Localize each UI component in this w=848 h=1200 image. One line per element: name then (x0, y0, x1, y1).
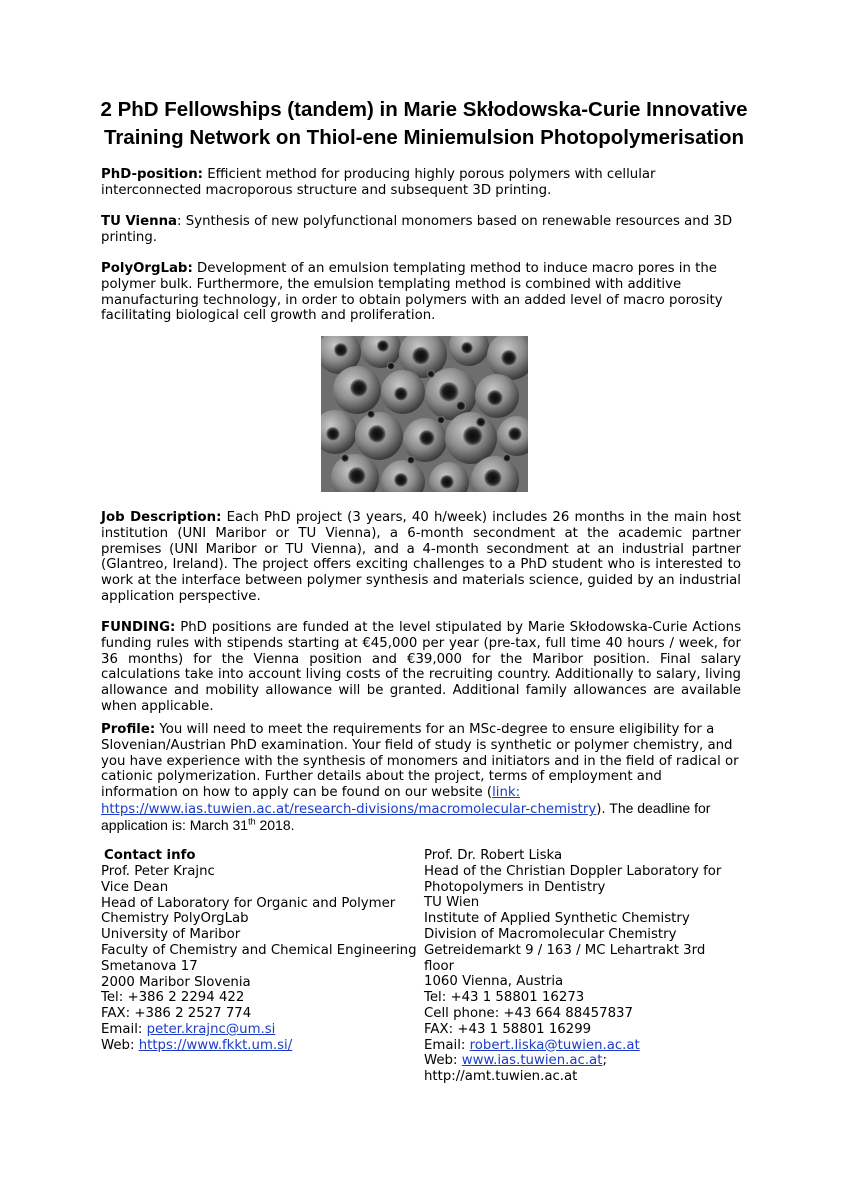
phd-position-label: PhD-position: (101, 167, 203, 182)
email-link-liska[interactable]: robert.liska@tuwien.ac.at (469, 1037, 640, 1053)
web-separator: ; (602, 1053, 607, 1069)
funding-text: PhD positions are funded at the level stipulated by Marie Skłodowska-Curie Actions funding rules with stipends starting at €45,000 per year (pre-tax, full time 40 hours / week, for 36 months) for the Vienna position and €39,000 for the Maribor position. Final salary calculations take into account living costs of the recruiting country. Additionally to salary, living allowance and mobility allowance will be granted. Additional family allowances are available when applicable. (101, 620, 741, 714)
contact-right-line: Division of Macromolecular Chemistry (424, 926, 677, 942)
tu-vienna-text: : Synthesis of new polyfunctional monomers based on renewable resources and 3D printing. (101, 214, 733, 245)
polyorglab-paragraph (101, 261, 741, 324)
phd-position-text: Efficient method for producing highly porous polymers with cellular interconnected macroporous structure and subsequent 3D printing. (101, 167, 656, 198)
contact-heading: Contact info (104, 848, 196, 863)
contact-left-line: FAX: +386 2 2527 774 (101, 1006, 252, 1022)
contact-right-line: TU Wien (424, 895, 480, 911)
web-label: Web: (101, 1037, 139, 1053)
profile-text: You will need to meet the requirements for an MSc-degree to ensure eligibility for a Slovenian/Austrian PhD examination. Your field of study is synthetic or polymer chemistry, and you have experience with the synthesis of monomers and initiators and in the field of radical or cationic polymerization. Further details about the project, terms of employment and information on how to apply can be found on our website ( (101, 722, 739, 801)
contact-left-line: Head of Laboratory for Organic and Polymer (101, 895, 396, 911)
contact-right-line: Institute of Applied Synthetic Chemistry (424, 911, 690, 927)
contact-left-web-row (101, 1038, 401, 1054)
contact-left-email-row (101, 1022, 401, 1038)
polyorglab-text: Development of an emulsion templating method to induce macro pores in the polymer bulk. Furthermore, the emulsion templating method is combined with additive manufacturing technology, in order to obtain polymers with an added level of macro porosity facilitating biological cell growth and proliferation. (101, 261, 723, 324)
profile-after-link: ). (596, 801, 606, 817)
contact-right-line: floor (424, 958, 455, 974)
contact-left-line: Tel: +386 2 2294 422 (101, 990, 245, 1006)
contact-right-line: 1060 Vienna, Austria (424, 974, 564, 990)
contact-right-line: Tel: +43 1 58801 16273 (424, 990, 585, 1006)
profile-paragraph (101, 722, 741, 835)
email-link-krajnc[interactable]: peter.krajnc@um.si (146, 1021, 276, 1037)
contact-right-line: Head of the Christian Doppler Laboratory for (424, 863, 722, 879)
deadline-sup: th (248, 816, 256, 827)
contact-right-email-row (424, 1038, 724, 1054)
job-description-text: Each PhD project (3 years, 40 h/week) includes 26 months in the main host institution (UNI Maribor or TU Vienna), a 6-month secondment at the academic partner premises (UNI Maribor or TU Vienna), and a 4-month secondment at an industrial partner (Glantreo, Ireland). The project offers exciting challenges to a PhD student who is interested to work at the interface between polymer synthesis and materials science, guided by an industrial application perspective. (101, 510, 741, 604)
job-description-paragraph (101, 510, 741, 605)
page-title: 2 PhD Fellowships (tandem) in Marie Skłodowska-Curie Innovative Training Network on Thiol-ene Miniemulsion Photopolymerisation (100, 98, 748, 149)
research-division-link[interactable]: link: https://www.ias.tuwien.ac.at/research-divisions/macromolecular-chemistry (101, 785, 597, 817)
contact-right-line: Getreidemarkt 9 / 163 / MC Lehartrakt 3rd (424, 942, 706, 958)
contact-right-line: Photopolymers in Dentistry (424, 879, 606, 895)
email-label: Email: (424, 1037, 470, 1053)
contact-right-line: FAX: +43 1 58801 16299 (424, 1021, 592, 1037)
web-label: Web: (424, 1053, 462, 1069)
tu-vienna-label: TU Vienna (101, 214, 178, 229)
contact-left-line: Vice Dean (101, 879, 169, 895)
contact-left-line: Smetanova 17 (101, 958, 198, 974)
contact-left-line: University of Maribor (101, 927, 241, 943)
tu-vienna-paragraph (101, 214, 741, 246)
contact-right-line: Cell phone: +43 664 88457837 (424, 1005, 633, 1021)
contact-left-line: Prof. Peter Krajnc (101, 864, 215, 879)
deadline-year: 2018. (255, 816, 295, 833)
profile-label: Profile: (101, 722, 156, 737)
web-link-amt[interactable]: http://amt.tuwien.ac.at (424, 1069, 578, 1085)
job-description-label: Job Description: (101, 510, 222, 525)
funding-label: FUNDING: (101, 620, 176, 635)
contact-left-column (101, 864, 417, 1054)
contact-left-line: Chemistry PolyOrgLab (101, 911, 249, 927)
email-label: Email: (101, 1021, 147, 1037)
phd-position-paragraph (101, 167, 741, 199)
polyorglab-label: PolyOrgLab: (101, 261, 193, 276)
web-link-ias[interactable]: www.ias.tuwien.ac.at (461, 1053, 603, 1069)
contact-right-column (424, 848, 724, 1085)
contact-left-line: Faculty of Chemistry and Chemical Engineering (101, 942, 417, 958)
web-link-fkkt[interactable]: https://www.fkkt.um.si/ (138, 1037, 293, 1053)
porous-polymer-micrograph (321, 336, 528, 492)
deadline-label: The deadline for application is: March 31 (101, 799, 711, 833)
contact-left-line: 2000 Maribor Slovenia (101, 974, 251, 990)
funding-paragraph (101, 620, 741, 715)
contact-right-line: Prof. Dr. Robert Liska (424, 848, 563, 863)
contact-right-web-row (424, 1053, 724, 1069)
